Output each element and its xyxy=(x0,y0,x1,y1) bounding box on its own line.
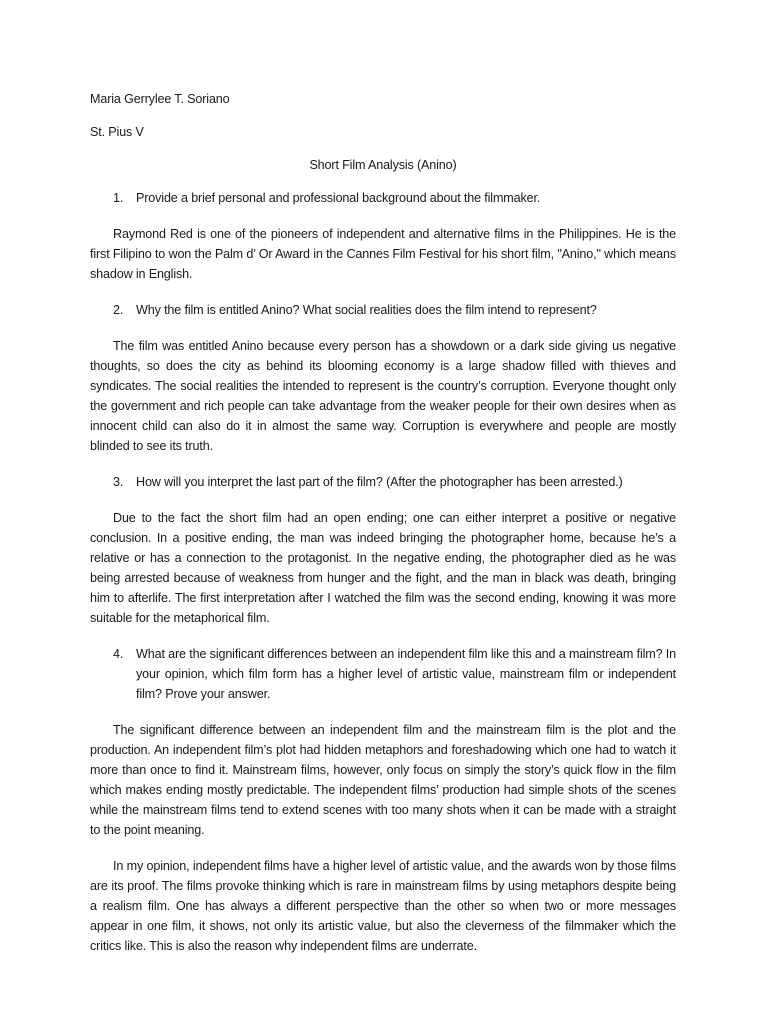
question-text: What are the significant differences between an independent film like this and a mainstream film? In your opinion, which film form has a higher level of artistic value, mainstream film or independent film? Prove your answer. xyxy=(136,647,676,701)
school-name: St. Pius V xyxy=(90,125,144,139)
answer-paragraph: Raymond Red is one of the pioneers of independent and alternative films in the Philippines. He is the first Filipino to won the Palm d’ Or Award in the Cannes Film Festival for his short film, "Anino," which means shadow in English. xyxy=(90,227,676,281)
question-number: 4. xyxy=(113,647,124,661)
question-number: 3. xyxy=(113,475,124,489)
question-number: 2. xyxy=(113,303,124,317)
author-name: Maria Gerrylee T. Soriano xyxy=(90,92,230,106)
question-text: Why the film is entitled Anino? What social realities does the film intend to represent? xyxy=(136,303,597,317)
question-2 xyxy=(90,300,676,320)
question-number: 1. xyxy=(113,191,124,205)
answer-paragraph: The film was entitled Anino because every person has a showdown or a dark side giving us negative thoughts, so does the city as behind its blooming economy is a large shadow filled with thieves and syndicates. The social realities the intended to represent is the country’s corruption. Everyone thought only the government and rich people can take advantage from the weaker people for their own desires when as innocent child can also do it in almost the same way. Corruption is everywhere and people are mostly blinded to see its truth. xyxy=(90,339,676,453)
document-body xyxy=(90,89,676,972)
question-3 xyxy=(90,472,676,492)
answer-paragraph: In my opinion, independent films have a higher level of artistic value, and the awards won by those films are its proof. The films provoke thinking which is rare in mainstream films by using metaphors despite being a realism film. One has always a different perspective than the other so when two or more messages appear in one film, it shows, not only its artistic value, but also the cleverness of the filmmaker which the critics like. This is also the reason why independent films are underrate. xyxy=(90,859,676,953)
question-text: How will you interpret the last part of the film? (After the photographer has been arrested.) xyxy=(136,475,623,489)
question-4 xyxy=(90,644,676,704)
question-1 xyxy=(90,188,676,208)
question-text: Provide a brief personal and professional background about the filmmaker. xyxy=(136,191,541,205)
answer-paragraph: Due to the fact the short film had an open ending; one can either interpret a positive or negative conclusion. In a positive ending, the man was indeed bringing the photographer home, because he’s a relative or has a connection to the protagonist. In the negative ending, the photographer died as he was being arrested because of weakness from hunger and the fight, and the man in black was death, bringing him to afterlife. The first interpretation after I watched the film was the second ending, knowing it was more suitable for the metaphorical film. xyxy=(90,511,676,625)
answer-paragraph: The significant difference between an independent film and the mainstream film is the plot and the production. An independent film’s plot had hidden metaphors and foreshadowing which one had to watch it more than once to find it. Mainstream films, however, only focus on simply the story’s quick flow in the film which makes ending mostly predictable. The independent films’ production had simple shots of the scenes while the mainstream films tend to extend scenes with too many shots when it can be made with a straight to the point meaning. xyxy=(90,723,676,837)
document-title: Short Film Analysis (Anino) xyxy=(309,158,457,172)
